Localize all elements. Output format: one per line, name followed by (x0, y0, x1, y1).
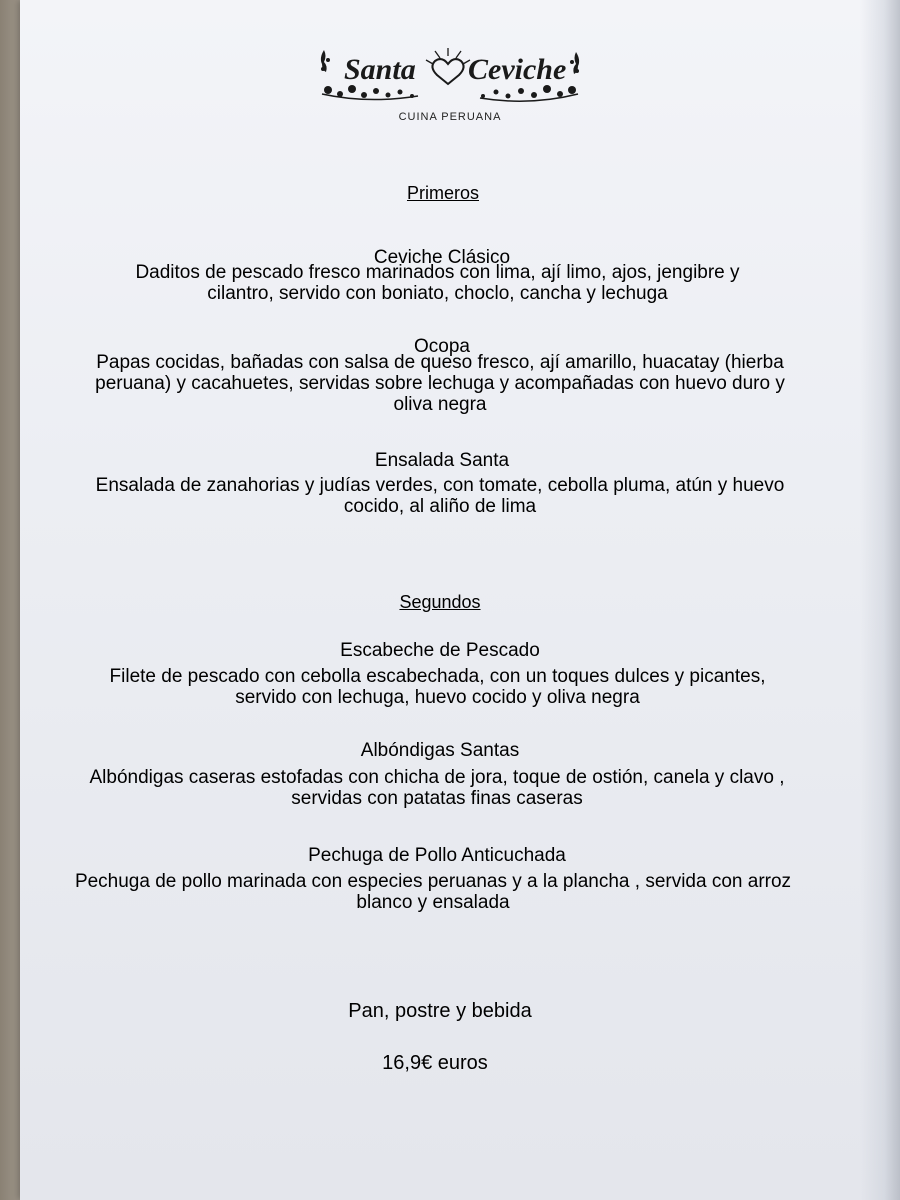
section-title-primeros: Primeros (406, 183, 479, 203)
menu-price: 16,9€ euros (382, 1052, 488, 1074)
dish-name: Escabeche de Pescado (340, 640, 540, 661)
dish-description: Ensalada de zanahorias y judías verdes, con tomate, cebolla pluma, atún y huevo cocido, al aliño de lima (95, 475, 785, 517)
dish-description: Albóndigas caseras estofadas con chicha de jora, toque de ostión, canela y clavo , servidas con patatas finas caseras (89, 767, 785, 809)
dish-name: Pechuga de Pollo Anticuchada (308, 845, 566, 866)
brand-name-right: Ceviche (468, 53, 567, 86)
dish-name: Ocopa (414, 336, 470, 357)
brand-logo (318, 42, 583, 112)
dish-description: Pechuga de pollo marinada con especies peruanas y a la plancha , servida con arroz blanco y ensalada (74, 871, 792, 913)
dish-name: Ensalada Santa (374, 450, 510, 471)
dish-description: Filete de pescado con cebolla escabechada, con un toques dulces y picantes, servido con lechuga, huevo cocido y oliva negra (109, 666, 766, 708)
dish-description: Papas cocidas, bañadas con salsa de queso fresco, ají amarillo, huacatay (hierba peruana) y cacahuetes, servidas sobre lechuga y acompañadas con huevo duro y oliva negra (95, 352, 785, 415)
section-title-segundos: Segundos (399, 592, 481, 612)
brand-name-left: Santa (344, 53, 416, 86)
dish-description: Daditos de pescado fresco marinados con lima, ají limo, ajos, jengibre y cilantro, servido con boniato, choclo, cancha y lechuga (135, 262, 740, 304)
dish-name: Albóndigas Santas (360, 740, 520, 761)
brand-subtitle: CUINA PERUANA (398, 111, 502, 123)
dish-name: Ceviche Clásico (373, 247, 511, 268)
includes-note: Pan, postre y bebida (348, 1000, 532, 1022)
